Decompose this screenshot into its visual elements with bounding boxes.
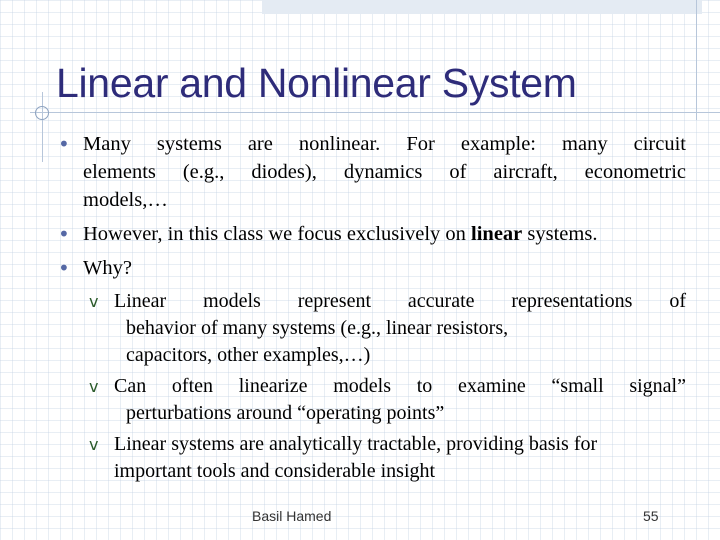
sub-bullet-item [58, 373, 686, 427]
bullet-dot-icon: • [58, 222, 70, 246]
bullet-line: elements (e.g., diodes), dynamics of aircraft, econometric [83, 161, 686, 183]
sub-bullet-marker-icon: v [89, 377, 99, 396]
sub-bullet-line: perturbations around “operating points” [126, 402, 445, 424]
decorative-circle-icon [35, 106, 49, 120]
sub-bullet-line: Linear systems are analytically tractable, providing basis for [114, 433, 598, 455]
sub-bullet-marker-icon: v [89, 435, 99, 454]
bullet-item [58, 220, 686, 248]
sub-bullet-line: Linear models represent accurate representations of [114, 290, 686, 312]
bullet-emphasis: linear [471, 223, 523, 245]
decorative-vertical-line-left [42, 92, 43, 162]
top-decorative-band [262, 0, 702, 14]
bullet-dot-icon: • [58, 132, 70, 156]
slide-title: Linear and Nonlinear System [56, 60, 577, 106]
bullet-dot-icon: • [58, 256, 70, 280]
footer-author: Basil Hamed [252, 508, 332, 524]
decorative-vertical-line-right [696, 0, 697, 120]
slide-content [58, 130, 686, 485]
sub-bullet-item [58, 288, 686, 369]
sub-bullet-line: behavior of many systems (e.g., linear resistors, [126, 317, 509, 339]
bullet-line: Many systems are nonlinear. For example: many circuit [83, 133, 686, 155]
sub-bullet-marker-icon: v [89, 292, 99, 311]
bullet-item [58, 254, 686, 282]
page-number: 55 [643, 508, 659, 524]
bullet-text: However, in this class we focus exclusively on [83, 223, 472, 245]
bullet-line: models,… [83, 189, 168, 211]
sub-bullet-item [58, 431, 686, 485]
sub-bullet-line: capacitors, other examples,…) [126, 344, 371, 366]
bullet-text: systems. [522, 223, 598, 245]
sub-bullet-line: Can often linearize models to examine “small signal” [114, 375, 686, 397]
bullet-text: Why? [83, 257, 132, 279]
bullet-item [58, 130, 686, 214]
title-underline [30, 112, 720, 113]
sub-bullet-line: important tools and considerable insight [114, 460, 436, 482]
